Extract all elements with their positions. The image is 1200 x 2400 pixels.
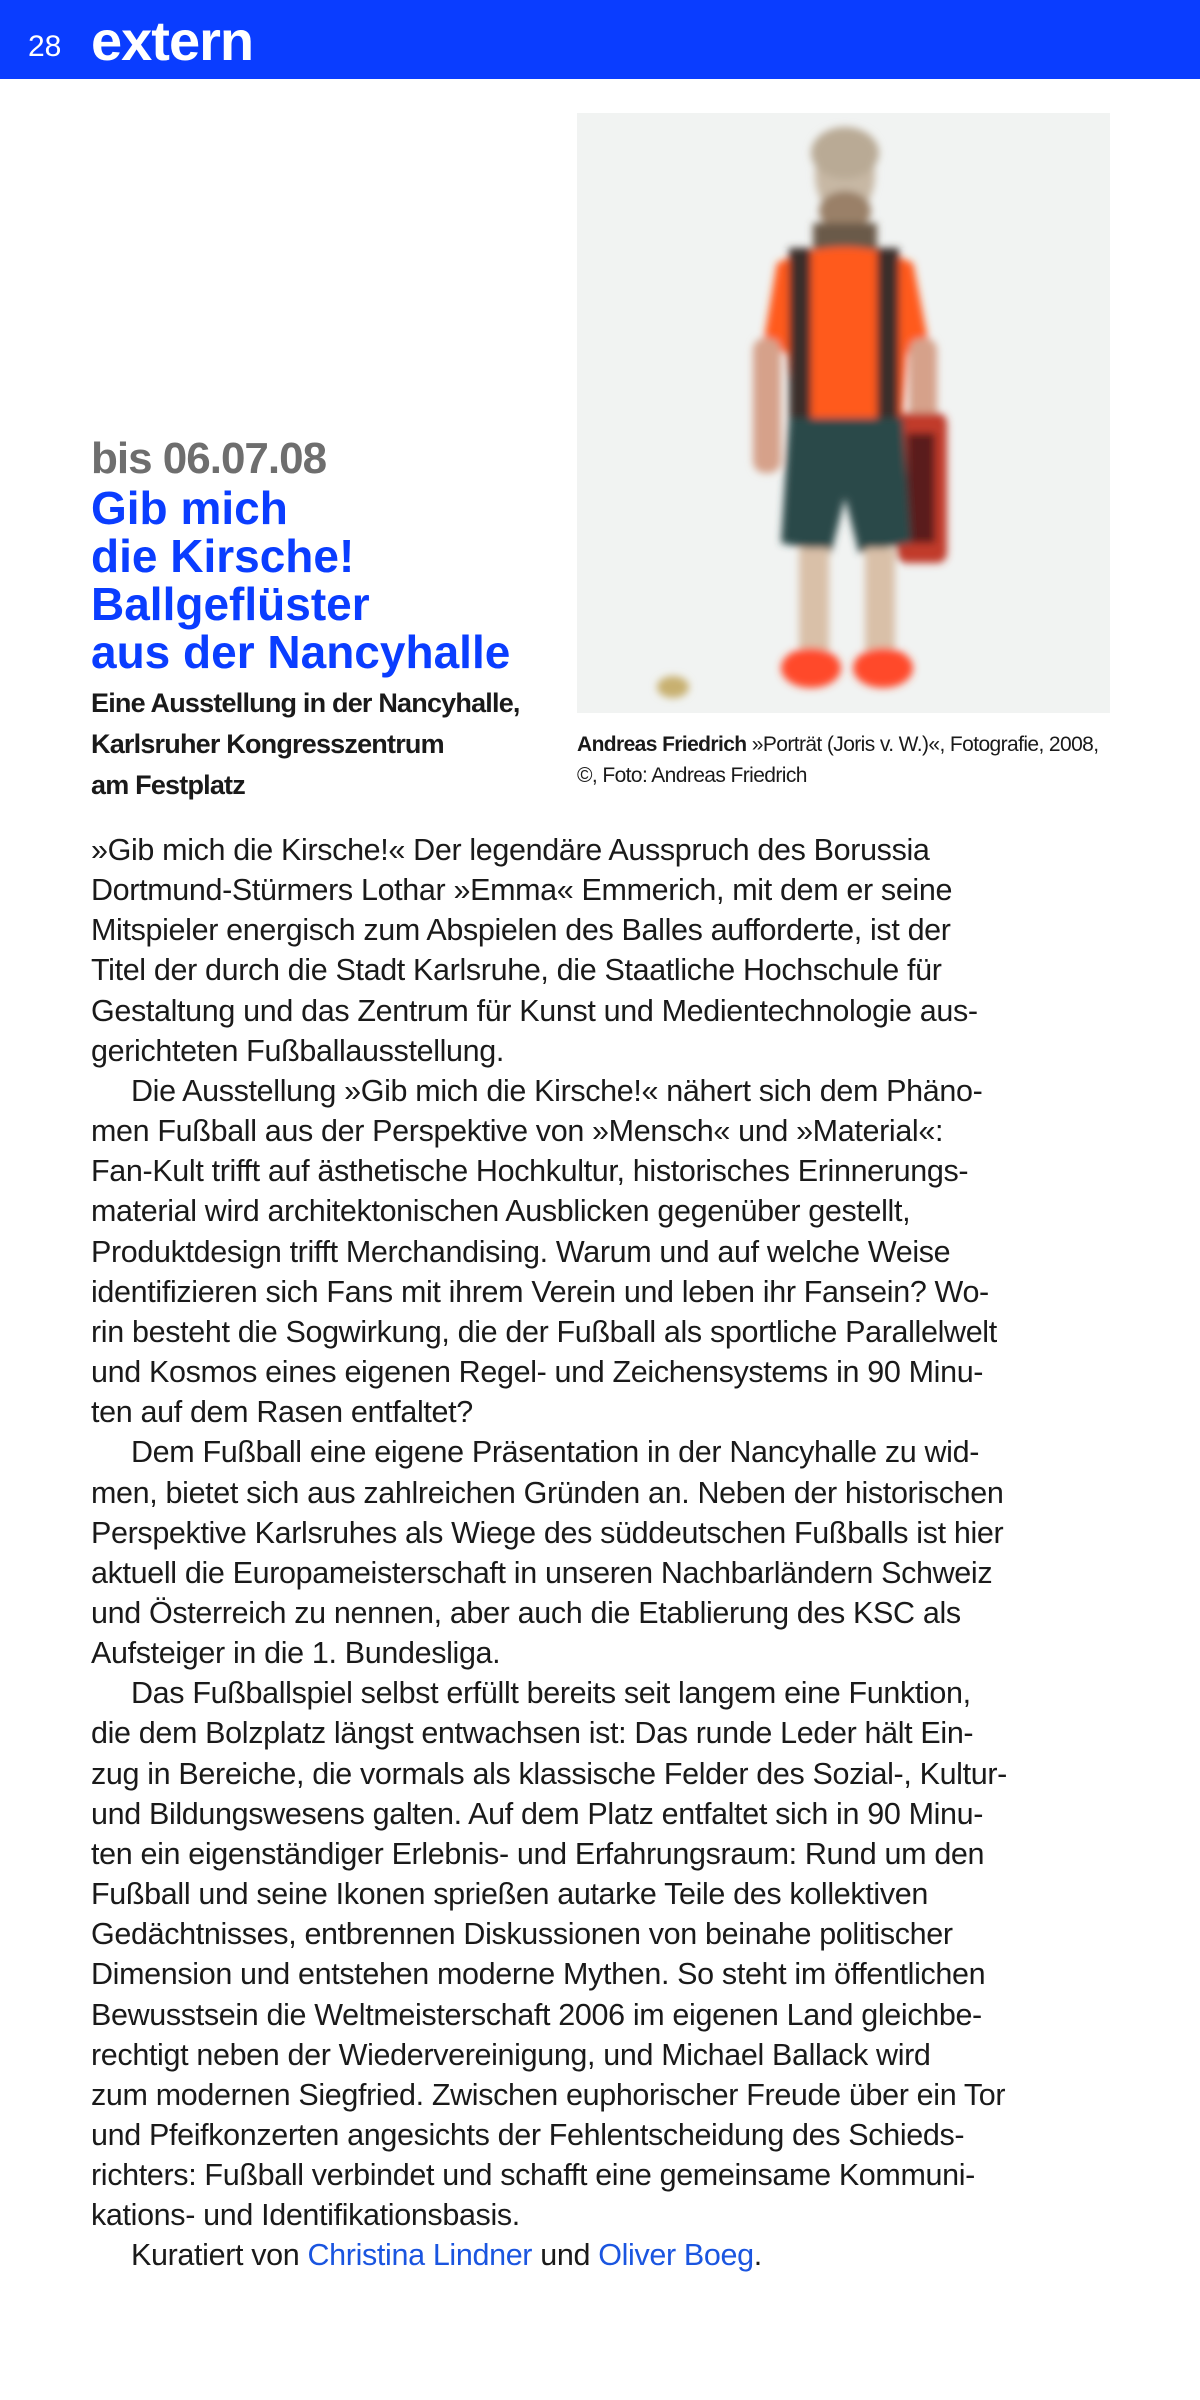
body-line: rin besteht die Sogwirkung, die der Fußball als sportliche Parallelwelt — [91, 1314, 997, 1349]
body-line: richters: Fußball verbindet und schafft eine gemeinsame Kommuni- — [91, 2158, 975, 2193]
article-body — [91, 830, 1111, 2276]
header-bar — [0, 0, 1200, 79]
body-line: Gedächtnisses, entbrennen Diskussionen von beinahe politischer — [91, 1917, 953, 1952]
body-line: und Bildungswesens galten. Auf dem Platz entfaltet sich in 90 Minu- — [91, 1796, 984, 1831]
body-line: zum modernen Siegfried. Zwischen euphorischer Freude über ein Tor — [91, 2077, 1006, 2112]
subhead-line: Karlsruher Kongresszentrum — [91, 729, 444, 759]
body-line: rechtigt neben der Wiedervereinigung, und Michael Ballack wird — [91, 2037, 931, 2072]
body-line: Dortmund-Stürmers Lothar »Emma« Emmerich, mit dem er seine — [91, 873, 953, 908]
body-line: und Österreich zu nennen, aber auch die Etablierung des KSC als — [91, 1595, 961, 1630]
body-line: aktuell die Europameisterschaft in unseren Nachbarländern Schweiz — [91, 1555, 993, 1590]
body-line: Das Fußballspiel selbst erfüllt bereits seit langem eine Funktion, — [131, 1676, 971, 1711]
curated-by-line — [91, 2235, 1111, 2275]
subheadline — [91, 683, 571, 806]
body-line: Die Ausstellung »Gib mich die Kirsche!« nähert sich dem Phäno- — [131, 1073, 983, 1108]
body-line: zug in Bereiche, die vormals als klassische Felder des Sozial-, Kultur- — [91, 1756, 1007, 1791]
headline-line: Gib mich — [91, 482, 288, 534]
body-line: Perspektive Karlsruhes als Wiege des süddeutschen Fußballs ist hier — [91, 1515, 1004, 1550]
body-line: gerichteten Fußballausstellung. — [91, 1033, 505, 1068]
page-number: 28 — [28, 30, 62, 63]
curator-link-oliver-boeg[interactable]: Oliver Boeg — [598, 2238, 754, 2273]
body-line: ten ein eigenständiger Erlebnis- und Erfahrungsraum: Rund um den — [91, 1836, 985, 1871]
body-line: und Kosmos eines eigenen Regel- und Zeichensystems in 90 Minu- — [91, 1355, 984, 1390]
photo-caption — [577, 729, 1110, 791]
body-line: Produktdesign trifft Merchandising. Warum und auf welche Weise — [91, 1234, 951, 1269]
body-line: men, bietet sich aus zahlreichen Gründen an. Neben der historischen — [91, 1475, 1004, 1510]
body-line: identifizieren sich Fans mit ihrem Verein und leben ihr Fansein? Wo- — [91, 1274, 989, 1309]
subhead-line: Eine Ausstellung in der Nancyhalle, — [91, 688, 520, 718]
subhead-line: am Festplatz — [91, 770, 245, 800]
headline-line: Ballgeflüster — [91, 578, 370, 630]
portrait-photo — [577, 113, 1110, 713]
caption-credit: Andreas Friedrich — [577, 733, 747, 756]
caption-title: »Porträt (Joris v. W.)«, Fotografie, 2008, — [746, 733, 1099, 756]
body-line: Titel der durch die Stadt Karlsruhe, die Staatliche Hochschule für — [91, 953, 942, 988]
body-line: kations- und Identifikationsbasis. — [91, 2198, 520, 2233]
body-line: Fan-Kult trifft auf ästhetische Hochkultur, historisches Erinnerungs- — [91, 1154, 969, 1189]
body-line: ten auf dem Rasen entfaltet? — [91, 1395, 473, 1430]
body-line: »Gib mich die Kirsche!« Der legendäre Ausspruch des Borussia — [91, 833, 930, 867]
headline-line: aus der Nancyhalle — [91, 626, 511, 678]
body-line: Dem Fußball eine eigene Präsentation in der Nancyhalle zu wid- — [131, 1435, 980, 1470]
caption-copyright: ©, Foto: Andreas Friedrich — [577, 764, 807, 787]
body-line: Bewusstsein die Weltmeisterschaft 2006 im eigenen Land gleichbe- — [91, 1997, 982, 2032]
curated-suffix: . — [753, 2238, 762, 2273]
curator-link-christina-lindner[interactable]: Christina Lindner — [307, 2238, 533, 2273]
body-line: material wird architektonischen Ausblicken gegenüber gestellt, — [91, 1194, 911, 1229]
body-line: Dimension und entstehen moderne Mythen. So steht im öffentlichen — [91, 1957, 986, 1992]
curated-prefix: Kuratiert von — [131, 2238, 308, 2273]
body-line: Aufsteiger in die 1. Bundesliga. — [91, 1636, 501, 1671]
body-line: Gestaltung und das Zentrum für Kunst und Medientechnologie aus- — [91, 993, 978, 1028]
exhibition-date: bis 06.07.08 — [91, 434, 327, 483]
body-line: Mitspieler energisch zum Abspielen des Balles aufforderte, ist der — [91, 913, 951, 948]
body-line: men Fußball aus der Perspektive von »Mensch« und »Material«: — [91, 1114, 944, 1149]
body-line: Fußball und seine Ikonen sprießen autarke Teile des kollektiven — [91, 1877, 928, 1912]
headline-line: die Kirsche! — [91, 530, 355, 582]
headline — [91, 484, 571, 676]
portrait-figure-illustration — [577, 113, 1110, 713]
body-line: die dem Bolzplatz längst entwachsen ist: Das runde Leder hält Ein- — [91, 1716, 974, 1751]
curated-and: und — [532, 2238, 599, 2273]
body-line: und Pfeifkonzerten angesichts der Fehlentscheidung des Schieds- — [91, 2118, 965, 2152]
section-title: extern — [91, 9, 254, 72]
